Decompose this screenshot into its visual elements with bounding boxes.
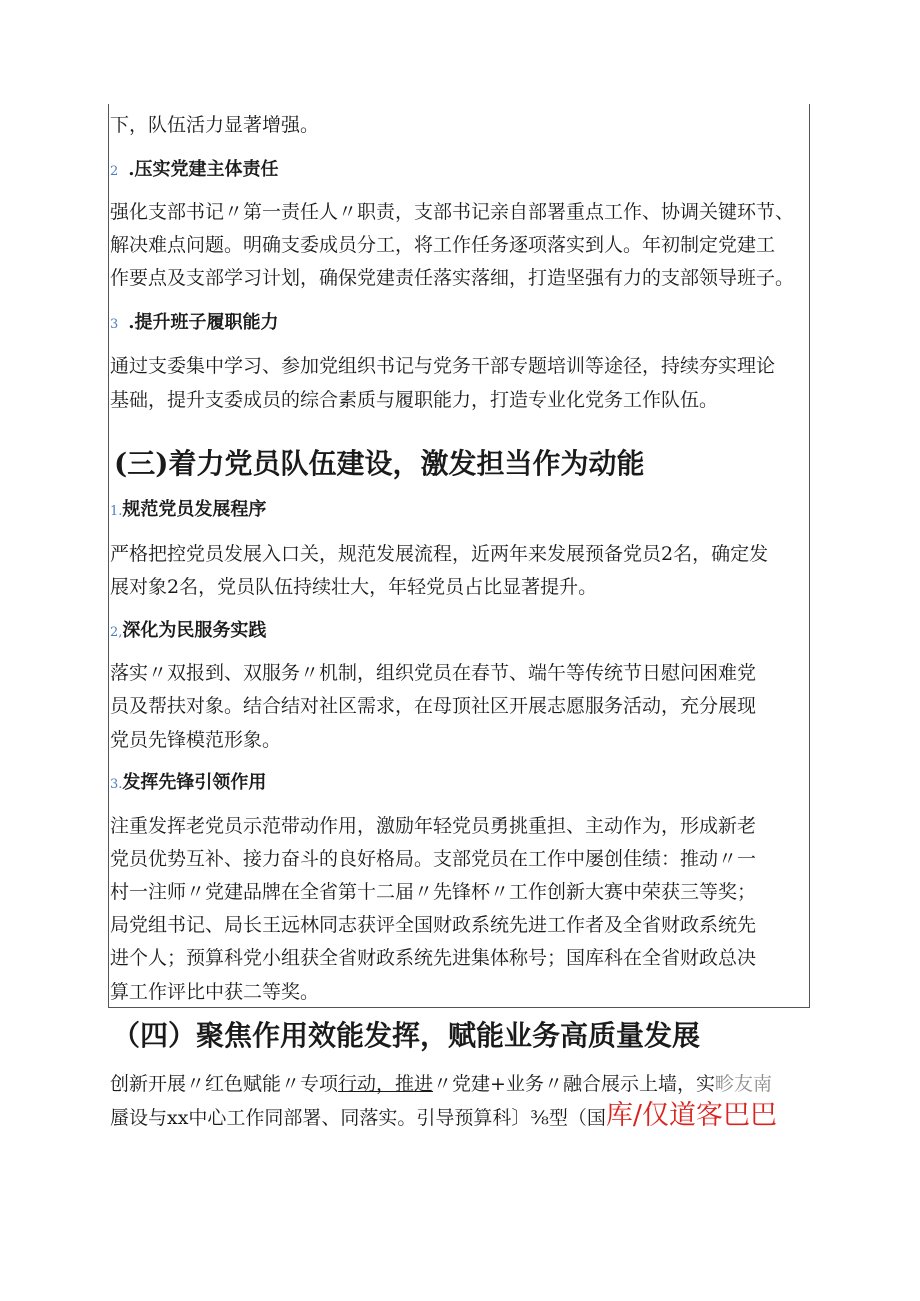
section-heading-3: (三)着力党员队伍建设，激发担当作为动能 [114, 447, 645, 480]
text-run: 创新开展〃红色赋能〃专项 [110, 1073, 339, 1095]
paragraph-line: 解决难点问题。明确支委成员分工，将工作任务逐项落实到人。年初制定党建工 [110, 234, 776, 256]
paragraph-line: 通过支委集中学习、参加党组织书记与党务干部专题培训等途径，持续夯实理论 [110, 355, 776, 377]
paragraph-line: 进个人；预算科党小组获全省财政系统先进集体称号；国库科在全省财政总决 [110, 947, 757, 969]
paragraph-line: 员及帮扶对象。结合结对社区需求，在母顶社区开展志愿服务活动，充分展现 [110, 695, 757, 717]
underlined-text: 行动，推进 [338, 1073, 434, 1095]
subheading-2 [110, 619, 266, 645]
list-number: 1. [110, 504, 123, 519]
faded-text: 畛友南 [714, 1073, 772, 1095]
subheading-2 [110, 158, 279, 184]
subheading-title: 深化为民服务实践 [122, 620, 267, 641]
paragraph-line: 基础，提升支委成员的综合素质与履职能力，打造专业化党务工作队伍。 [110, 389, 719, 411]
paragraph-line: 局党组书记、局长王远林同志获评全国财政系统先进工作者及全省财政系统先 [110, 914, 757, 936]
paragraph-line: 落实〃双报到、双服务〃机制，组织党员在春节、端午等传统节日慰问困难党 [110, 662, 757, 684]
text-run: 蜃设与xx中心工作同部署、同落实。引导预算科〕⅜型（国 [110, 1107, 606, 1129]
list-number: 2, [110, 625, 123, 640]
subheading-title: .压实党建主体责任 [128, 159, 279, 180]
subheading-title: 规范党员发展程序 [122, 499, 267, 520]
watermark-text: 库/仅道客巴巴 [605, 1100, 777, 1131]
paragraph-line [110, 1100, 777, 1131]
subheading-title: .提升班子履职能力 [128, 312, 279, 333]
paragraph-line [110, 1072, 772, 1096]
list-number: 2 [110, 164, 119, 179]
paragraph-line: 党员先锋模范形象。 [110, 729, 282, 751]
paragraph-line: 村一注师〃党建品牌在全省第十二届〃先锋杯〃工作创新大赛中荣获三等奖； [110, 881, 757, 903]
paragraph-line: 下，队伍活力显著增强。 [110, 114, 320, 136]
paragraph-line: 强化支部书记〃第一责任人〃职责，支部书记亲自部署重点工作、协调关键环节、 [110, 201, 795, 223]
text-run: 〃党建+业务〃融合展示上墙，实 [433, 1073, 715, 1095]
paragraph-line: 展对象2名，党员队伍持续壮大，年轻党员占比显著提升。 [110, 576, 598, 598]
paragraph-line: 注重发挥老党员示范带动作用，激励年轻党员勇挑重担、主动作为，形成新老 [110, 815, 757, 837]
subheading-3 [110, 771, 266, 797]
subheading-title: 发挥先锋引领作用 [122, 772, 267, 793]
list-number: 3. [110, 777, 123, 792]
subheading-1 [110, 498, 266, 524]
subheading-3 [110, 311, 279, 337]
list-number: 3 [110, 317, 119, 332]
paragraph-line: 算工作评比中获二等奖。 [110, 981, 320, 1003]
section-heading-4: （四）聚焦作用效能发挥，赋能业务高质量发展 [112, 1019, 701, 1052]
paragraph-line: 党员优势互补、接力奋斗的良好格局。支部党员在工作中屡创佳绩：推动〃一 [110, 848, 757, 870]
paragraph-line: 严格把控党员发展入口关，规范发展流程，近两年来发展预备党员2名，确定发 [110, 543, 769, 565]
paragraph-line: 作要点及支部学习计划，确保党建责任落实落细，打造坚强有力的支部领导班子。 [110, 267, 795, 289]
